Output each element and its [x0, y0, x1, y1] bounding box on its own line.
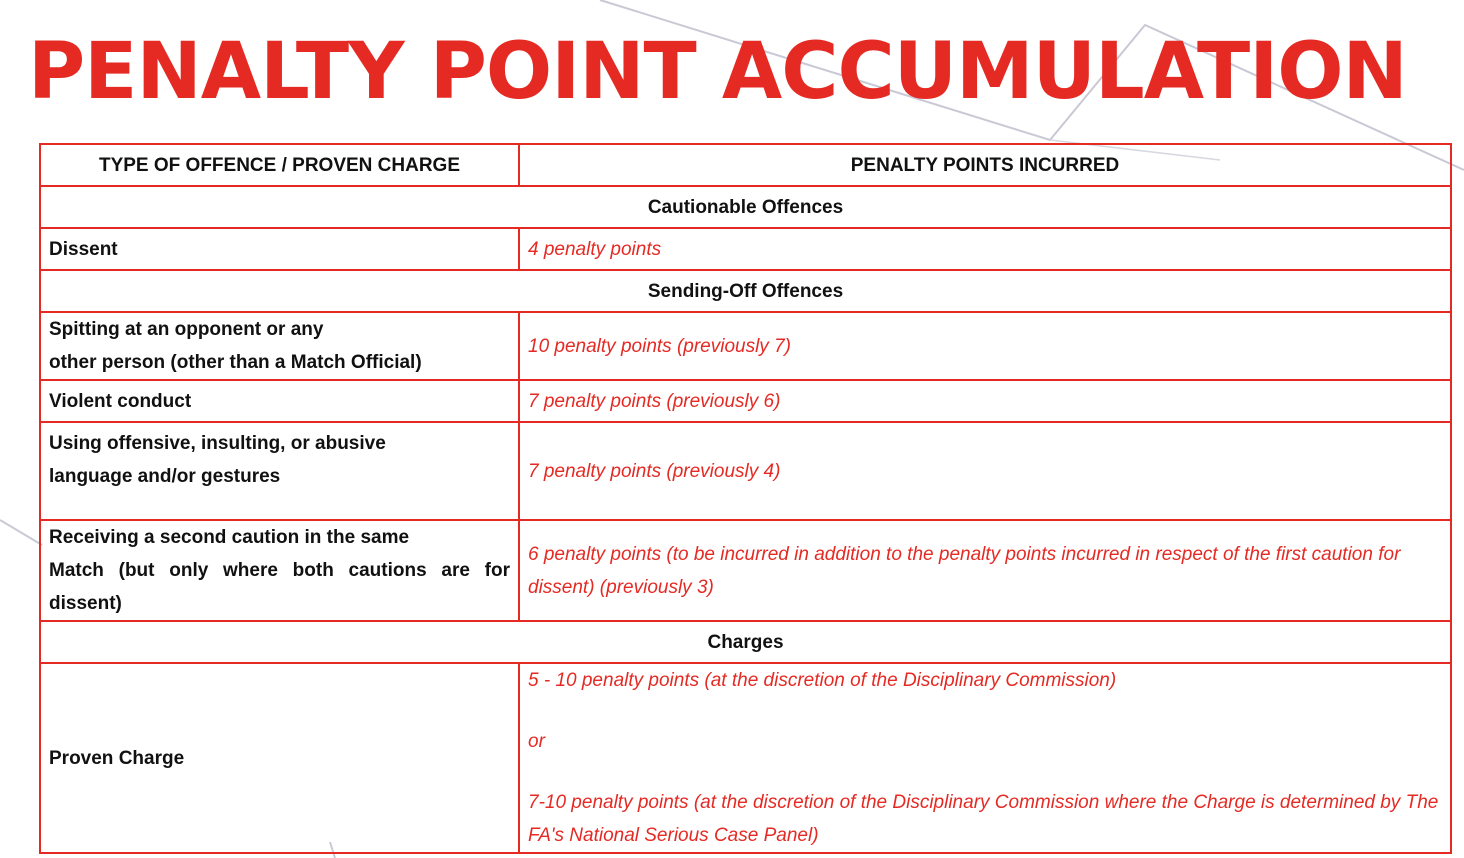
table-row-second-caution — [40, 520, 1451, 621]
offence-cell: Violent conduct — [40, 380, 519, 422]
offence-text-line: Match (but only where both cautions are for dissent) — [49, 560, 510, 614]
offence-cell — [40, 422, 519, 520]
table-row-dissent — [40, 228, 1451, 270]
table-header-row — [40, 144, 1451, 186]
penalty-cell: 7 penalty points (previously 6) — [519, 380, 1451, 422]
table-row-spitting — [40, 312, 1451, 380]
offence-text-line: Using offensive, insulting, or abusive — [49, 433, 386, 454]
penalty-option-text: 5 - 10 penalty points (at the discretion of the Disciplinary Commission) — [528, 670, 1117, 691]
penalty-option-text: 7-10 penalty points (at the discretion of the Disciplinary Commission where the Charge is determined by The FA's National Serious Case Panel) — [528, 792, 1439, 846]
offence-text-line: other person (other than a Match Official) — [49, 352, 422, 373]
section-row-cautionable — [40, 186, 1451, 228]
table-row-proven-charge — [40, 663, 1451, 853]
offence-text-line: Receiving a second caution in the same — [49, 527, 410, 548]
section-row-sending-off — [40, 270, 1451, 312]
offence-cell: Proven Charge — [40, 663, 519, 853]
penalty-cell: 7 penalty points (previously 4) — [519, 422, 1451, 520]
offence-cell — [40, 520, 519, 621]
offence-cell — [40, 312, 519, 380]
section-label-charges: Charges — [40, 621, 1451, 663]
penalty-or-text: or — [528, 731, 545, 752]
offence-text-line: Spitting at an opponent or any — [49, 319, 324, 340]
table-row-offensive-language — [40, 422, 1451, 520]
column-header-offence: TYPE OF OFFENCE / PROVEN CHARGE — [40, 144, 519, 186]
column-header-penalty: PENALTY POINTS INCURRED — [519, 144, 1451, 186]
offence-text-line: language and/or gestures — [49, 466, 281, 487]
section-row-charges — [40, 621, 1451, 663]
section-label-cautionable: Cautionable Offences — [40, 186, 1451, 228]
table-row-violent-conduct — [40, 380, 1451, 422]
penalty-cell: 10 penalty points (previously 7) — [519, 312, 1451, 380]
offence-cell: Dissent — [40, 228, 519, 270]
penalty-points-table — [39, 143, 1452, 854]
penalty-cell: 6 penalty points (to be incurred in addition to the penalty points incurred in respect of the first caution for dissent) (previously 3) — [519, 520, 1451, 621]
penalty-cell — [519, 663, 1451, 853]
page-title: PENALTY POINT ACCUMULATION — [28, 27, 1407, 117]
section-label-sending-off: Sending-Off Offences — [40, 270, 1451, 312]
penalty-cell: 4 penalty points — [519, 228, 1451, 270]
